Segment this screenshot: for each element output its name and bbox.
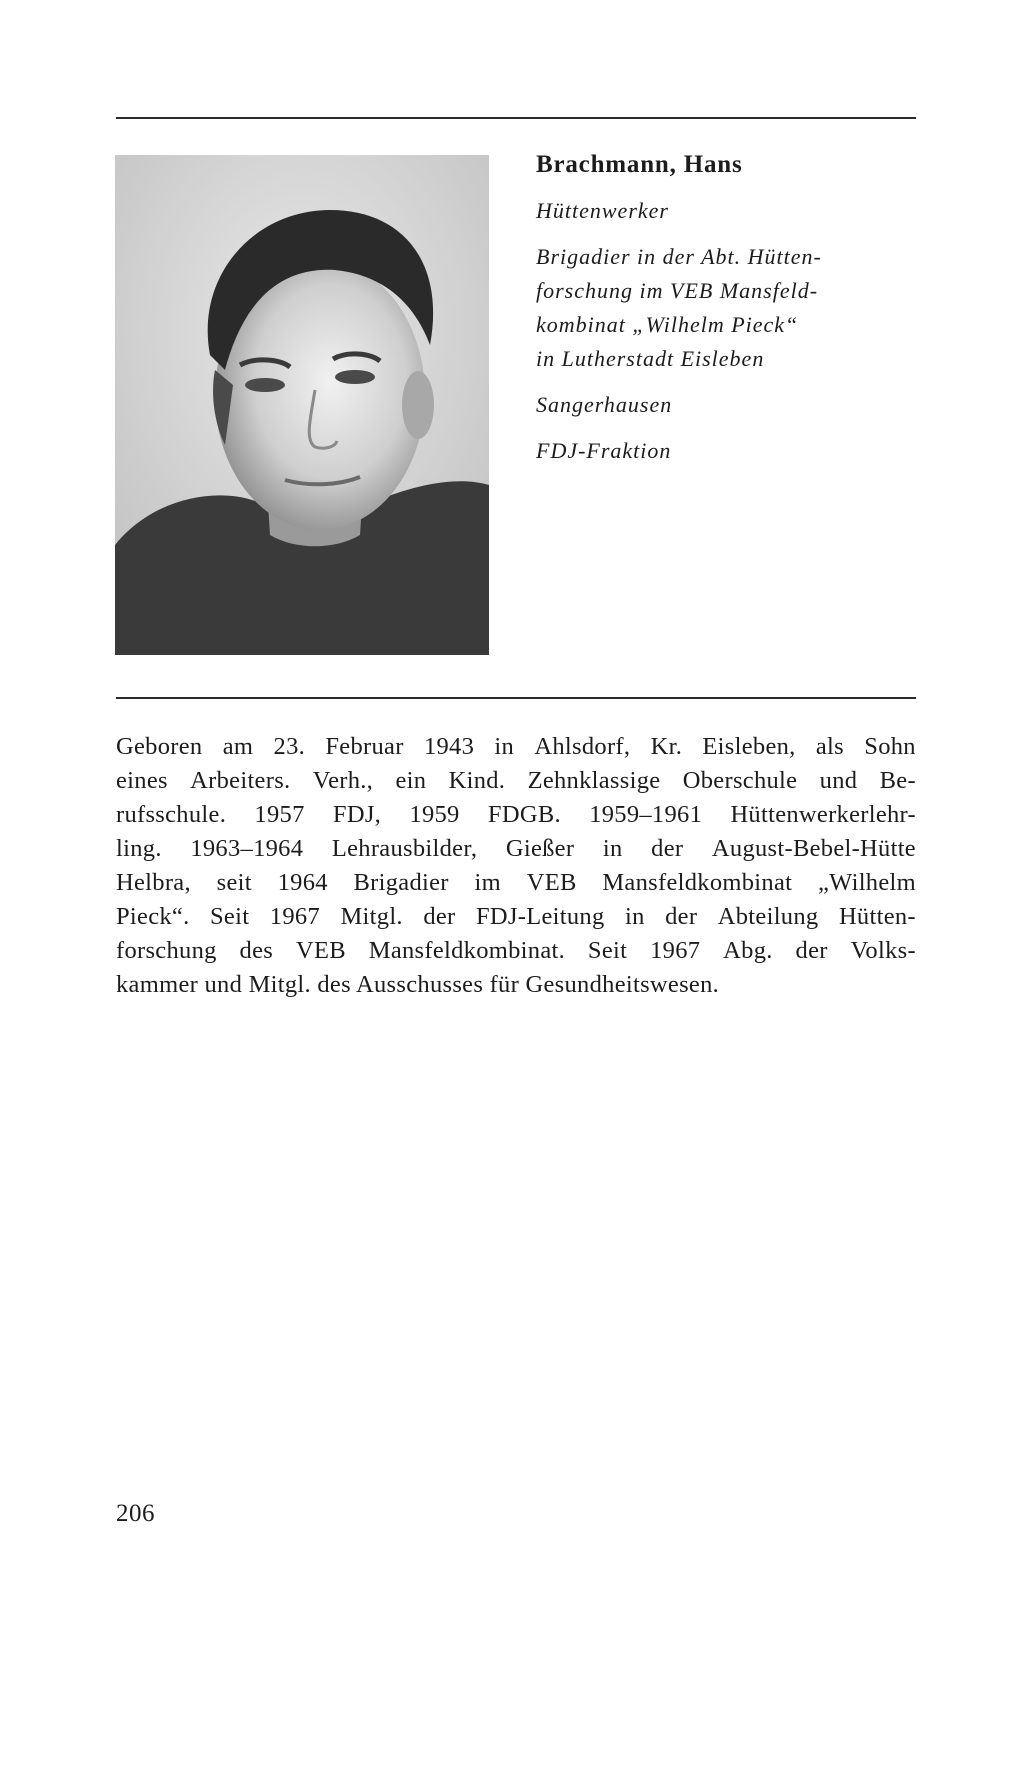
biography-word: im (474, 869, 501, 896)
biography-word: rufsschule. (116, 801, 227, 828)
biography-word: VEB (526, 869, 577, 896)
biography-text (116, 730, 916, 1002)
biography-word: 1967 (650, 937, 701, 964)
biography-word: Arbeiters. (190, 767, 291, 794)
portrait-photo (115, 155, 489, 655)
biography-word: 1964 (277, 869, 328, 896)
constituency: Sangerhausen (536, 392, 673, 417)
biography-word: der (795, 937, 828, 964)
biography-word: Kr. (650, 733, 683, 760)
biography-word: Verh., (312, 767, 374, 794)
biography-word: der (651, 835, 684, 862)
biography-word: Ahlsdorf, (534, 733, 631, 760)
biography-word: 1943 (423, 733, 475, 760)
biography-line (116, 866, 916, 900)
biography-word: Volks- (850, 937, 916, 964)
biography-word: 1967 (269, 903, 320, 930)
biography-word: 1959–1961 (589, 801, 703, 828)
biography-word: des (239, 937, 274, 964)
biography-word: Seit (210, 903, 250, 930)
biography-line (116, 764, 916, 798)
position-line: in Lutherstadt Eisleben (536, 346, 765, 371)
biography-word: der (665, 903, 698, 930)
position-line: kombinat „Wilhelm Pieck“ (536, 312, 799, 337)
biography-word: ein (395, 767, 427, 794)
biography-word: „Wilhelm (817, 869, 916, 896)
biography-word: Mitgl. (340, 903, 403, 930)
biography-word: in (624, 903, 645, 930)
biography-line (116, 934, 916, 968)
biography-word: Be- (879, 767, 916, 794)
biography-word: in (602, 835, 623, 862)
biography-word: 23. (273, 733, 306, 760)
biography-line (116, 798, 916, 832)
biography-word: 1963–1964 (190, 835, 304, 862)
biography-word: seit (216, 869, 252, 896)
biography-word: der (423, 903, 456, 930)
person-name: Brachmann, Hans (536, 151, 743, 178)
biography-word: Hüttenwerkerlehr- (730, 801, 916, 828)
top-rule (116, 117, 916, 119)
biography-word: am (222, 733, 254, 760)
biography-word: Kind. (448, 767, 506, 794)
biography-word: FDJ, (332, 801, 382, 828)
biography-word: Gießer (505, 835, 575, 862)
biography-word: FDJ-Leitung (475, 903, 605, 930)
biography-word: Brigadier (353, 869, 449, 896)
biography-word: Hütten- (838, 903, 916, 930)
biography-word: Pieck“. (116, 903, 190, 930)
profession: Hüttenwerker (536, 198, 669, 223)
biography-word: Sohn (864, 733, 916, 760)
faction: FDJ-Fraktion (536, 438, 672, 463)
biography-word: Oberschule (682, 767, 798, 794)
biography-word: eines (116, 767, 168, 794)
page-number: 206 (116, 1500, 155, 1527)
biography-word: Seit (587, 937, 628, 964)
biography-word: Februar (325, 733, 404, 760)
biography-line: kammer und Mitgl. des Ausschusses für Gesundheitswesen. (116, 971, 720, 998)
biography-word: Zehnklassige (527, 767, 661, 794)
biography-line (116, 730, 916, 764)
biography-word: Lehrausbilder, (331, 835, 478, 862)
biography-word: forschung (116, 937, 217, 964)
middle-rule (116, 697, 916, 699)
position-line: Brigadier in der Abt. Hütten- (536, 244, 822, 269)
biography-word: Mansfeldkombinat (602, 869, 793, 896)
biography-word: 1957 (254, 801, 305, 828)
biography-word: Abteilung (717, 903, 819, 930)
biography-word: August-Bebel-Hütte (711, 835, 916, 862)
position-line: forschung im VEB Mansfeld- (536, 278, 819, 303)
entry-header (536, 148, 916, 468)
biography-word: FDGB. (487, 801, 561, 828)
biography-word: Mansfeldkombinat. (368, 937, 566, 964)
biography-word: Abg. (723, 937, 773, 964)
biography-word: Geboren (116, 733, 203, 760)
biography-word: Helbra, (116, 869, 191, 896)
biography-word: ling. (116, 835, 162, 862)
biography-word: 1959 (409, 801, 460, 828)
biography-word: Eisleben, (702, 733, 796, 760)
biography-word: VEB (295, 937, 346, 964)
biography-word: in (494, 733, 515, 760)
biography-line (116, 900, 916, 934)
biography-word: als (815, 733, 844, 760)
biography-line (116, 832, 916, 866)
biography-word: und (819, 767, 858, 794)
